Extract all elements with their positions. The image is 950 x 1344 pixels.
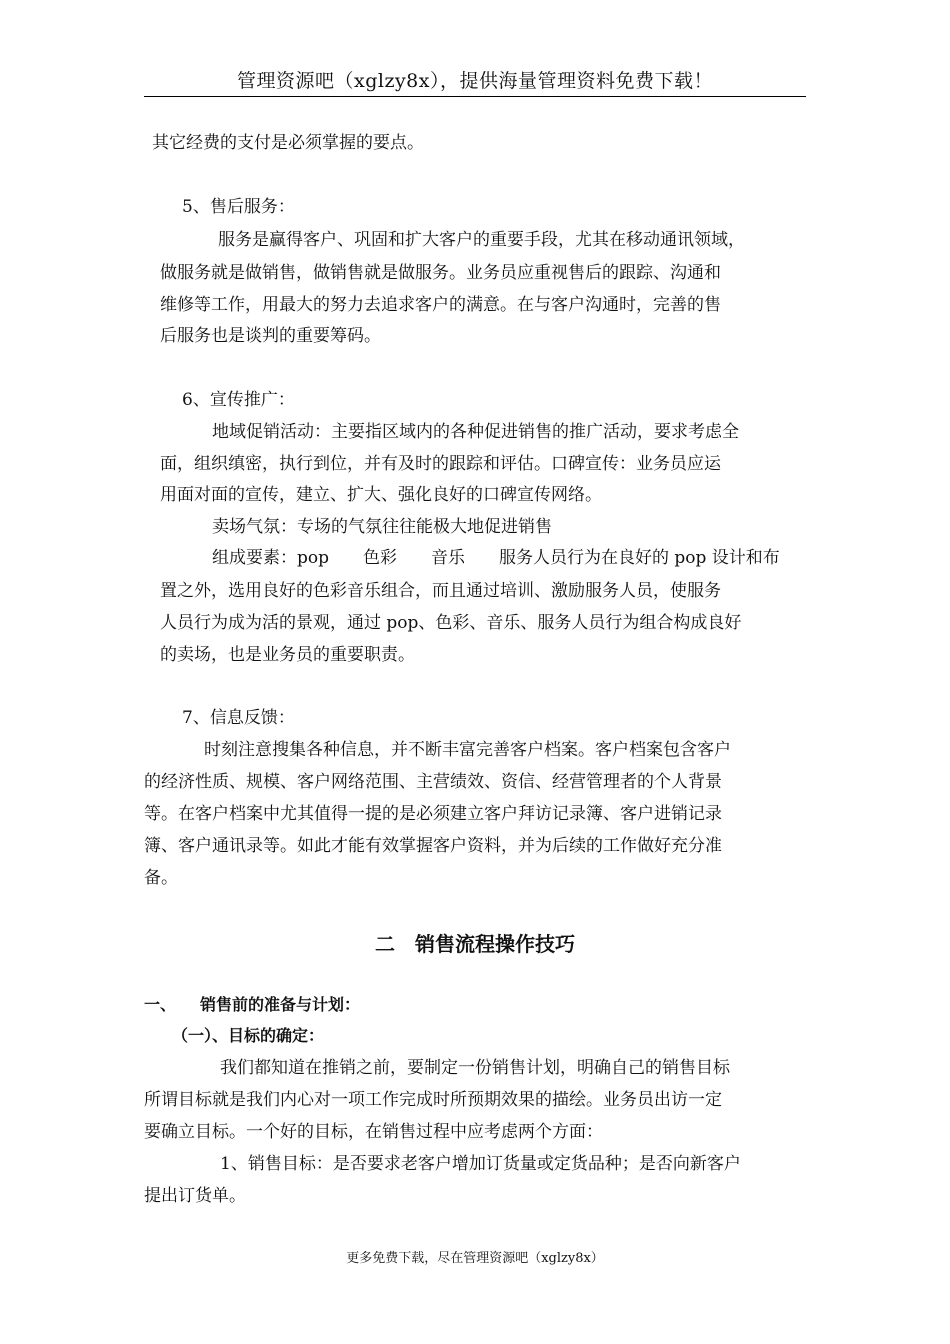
text-line: 等。在客户档案中尤其值得一提的是必须建立客户拜访记录簿、客户进销记录: [144, 804, 722, 824]
section-number: 一、: [144, 995, 177, 1014]
chapter-title: 二 销售流程操作技巧: [375, 932, 575, 956]
section-heading: 7、信息反馈：: [182, 708, 295, 728]
text-line: 做服务就是做销售，做销售就是做服务。业务员应重视售后的跟踪、沟通和: [160, 263, 721, 283]
text-line: 要确立目标。一个好的目标，在销售过程中应考虑两个方面：: [144, 1122, 603, 1142]
text-line: 组成要素：pop 色彩 音乐 服务人员行为在良好的 pop 设计和布: [212, 548, 780, 568]
text-line: 地域促销活动：主要指区域内的各种促进销售的推广活动，要求考虑全: [212, 422, 739, 442]
text-line: 簿、客户通讯录等。如此才能有效掌握客户资料，并为后续的工作做好充分准: [144, 836, 722, 856]
text-line: 所谓目标就是我们内心对一项工作完成时所预期效果的描绘。业务员出访一定: [144, 1090, 722, 1110]
section-heading: 6、宣传推广：: [182, 390, 295, 410]
text-line: 面，组织缜密，执行到位，并有及时的跟踪和评估。口碑宣传：业务员应运: [160, 454, 721, 474]
section-heading: 5、售后服务：: [182, 197, 295, 217]
text-line: 人员行为成为活的景观，通过 pop、色彩、音乐、服务人员行为组合构成良好: [160, 613, 742, 633]
text-line: 的经济性质、规模、客户网络范围、主营绩效、资信、经营管理者的个人背景: [144, 772, 722, 792]
text-line: 卖场气氛：专场的气氛往往能极大地促进销售: [212, 517, 552, 537]
text-line: 我们都知道在推销之前，要制定一份销售计划，明确自己的销售目标: [220, 1058, 730, 1078]
text-line: 提出订货单。: [144, 1186, 246, 1206]
text-line: 备。: [144, 868, 178, 888]
text-line: 其它经费的支付是必须掌握的要点。: [152, 133, 424, 153]
text-line: 维修等工作，用最大的努力去追求客户的满意。在与客户沟通时，完善的售: [160, 295, 721, 315]
text-line: 1、销售目标：是否要求老客户增加订货量或定货品种；是否向新客户: [220, 1154, 741, 1174]
header-rule: [144, 96, 806, 97]
text-line: 后服务也是谈判的重要筹码。: [160, 326, 381, 346]
text-line: 服务是赢得客户、巩固和扩大客户的重要手段，尤其在移动通讯领域，: [218, 230, 745, 250]
page-footer: 更多免费下载，尽在管理资源吧（xglzy8x）: [346, 1251, 604, 1266]
text-line: 置之外，选用良好的色彩音乐组合，而且通过培训、激励服务人员，使服务: [160, 581, 721, 601]
page-header: 管理资源吧（xglzy8x），提供海量管理资料免费下载！: [236, 70, 713, 92]
subsection-title: （一）、目标的确定：: [172, 1026, 325, 1045]
text-line: 时刻注意搜集各种信息，并不断丰富完善客户档案。客户档案包含客户: [204, 740, 731, 760]
text-line: 用面对面的宣传，建立、扩大、强化良好的口碑宣传网络。: [160, 485, 602, 505]
section-title: 销售前的准备与计划：: [200, 995, 361, 1014]
text-line: 的卖场，也是业务员的重要职责。: [160, 645, 415, 665]
